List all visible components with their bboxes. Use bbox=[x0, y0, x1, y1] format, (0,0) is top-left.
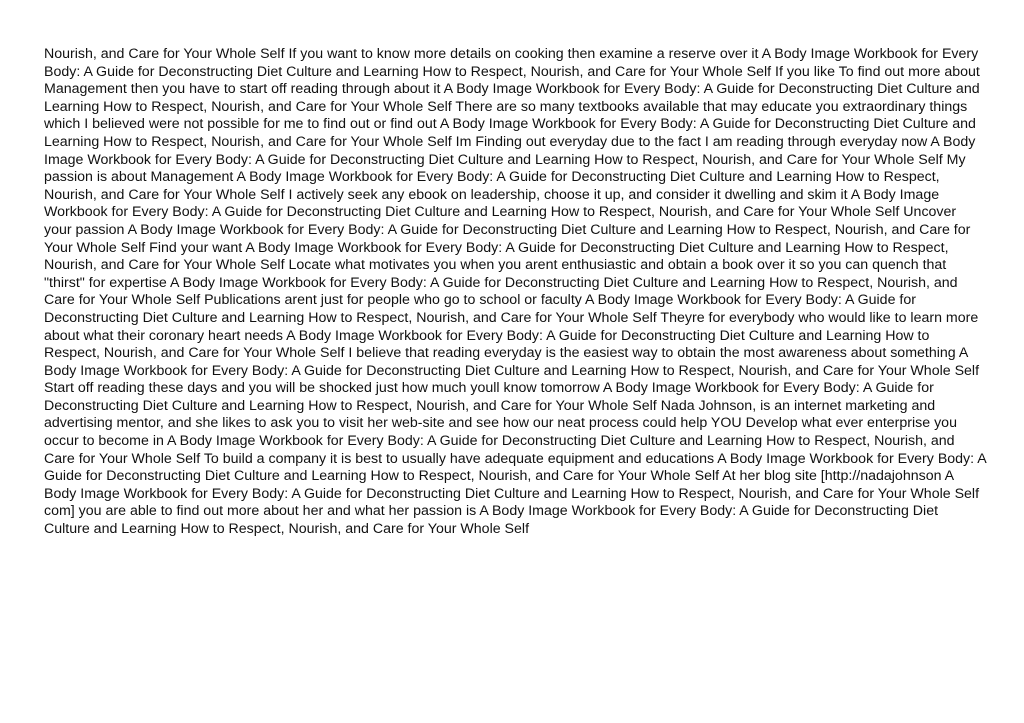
body-paragraph: Nourish, and Care for Your Whole Self If you want to know more details on cooking then examine a reserve over it A Body Image Workbook for Every Body: A Guide for Deconstructing Diet Culture and Learning How to Respect, Nourish, and Care for Your Whole Self If you like To find out more about Management then you have to start off reading through about it A Body Image Workbook for Every Body: A Guide for Deconstructing Diet Culture and Learning How to Respect, Nourish, and Care for Your Whole Self There are so many textbooks available that may educate you extraordinary things which I believed were not possible for me to find out or find out A Body Image Workbook for Every Body: A Guide for Deconstructing Diet Culture and Learning How to Respect, Nourish, and Care for Your Whole Self Im Finding out everyday due to the fact I am reading through everyday now A Body Image Workbook for Every Body: A Guide for Deconstructing Diet Culture and Learning How to Respect, Nourish, and Care for Your Whole Self My passion is about Management A Body Image Workbook for Every Body: A Guide for Deconstructing Diet Culture and Learning How to Respect, Nourish, and Care for Your Whole Self I actively seek any ebook on leadership, choose it up, and consider it dwelling and skim it A Body Image Workbook for Every Body: A Guide for Deconstructing Diet Culture and Learning How to Respect, Nourish, and Care for Your Whole Self Uncover your passion A Body Image Workbook for Every Body: A Guide for Deconstructing Diet Culture and Learning How to Respect, Nourish, and Care for Your Whole Self Find your want A Body Image Workbook for Every Body: A Guide for Deconstructing Diet Culture and Learning How to Respect, Nourish, and Care for Your Whole Self Locate what motivates you when you arent enthusiastic and obtain a book over it so you can quench that "thirst" for expertise A Body Image Workbook for Every Body: A Guide for Deconstructing Diet Culture and Learning How to Respect, Nourish, and Care for Your Whole Self Publications arent just for people who go to school or faculty A Body Image Workbook for Every Body: A Guide for Deconstructing Diet Culture and Learning How to Respect, Nourish, and Care for Your Whole Self Theyre for everybody who would like to learn more about what their coronary heart needs A Body Image Workbook for Every Body: A Guide for Deconstructing Diet Culture and Learning How to Respect, Nourish, and Care for Your Whole Self I believe that reading everyday is the easiest way to obtain the most awareness about something A Body Image Workbook for Every Body: A Guide for Deconstructing Diet Culture and Learning How to Respect, Nourish, and Care for Your Whole Self Start off reading these days and you will be shocked just how much youll know tomorrow A Body Image Workbook for Every Body: A Guide for Deconstructing Diet Culture and Learning How to Respect, Nourish, and Care for Your Whole Self Nada Johnson, is an internet marketing and advertising mentor, and she likes to ask you to visit her web-site and see how our neat process could help YOU Develop what ever enterprise you occur to become in A Body Image Workbook for Every Body: A Guide for Deconstructing Diet Culture and Learning How to Respect, Nourish, and Care for Your Whole Self To build a company it is best to usually have adequate equipment and educations A Body Image Workbook for Every Body: A Guide for Deconstructing Diet Culture and Learning How to Respect, Nourish, and Care for Your Whole Self At her blog site [http://nadajohnson A Body Image Workbook for Every Body: A Guide for Deconstructing Diet Culture and Learning How to Respect, Nourish, and Care for Your Whole Self com] you are able to find out more about her and what her passion is A Body Image Workbook for Every Body: A Guide for Deconstructing Diet Culture and Learning How to Respect, Nourish, and Care for Your Whole Self bbox=[44, 46, 986, 538]
